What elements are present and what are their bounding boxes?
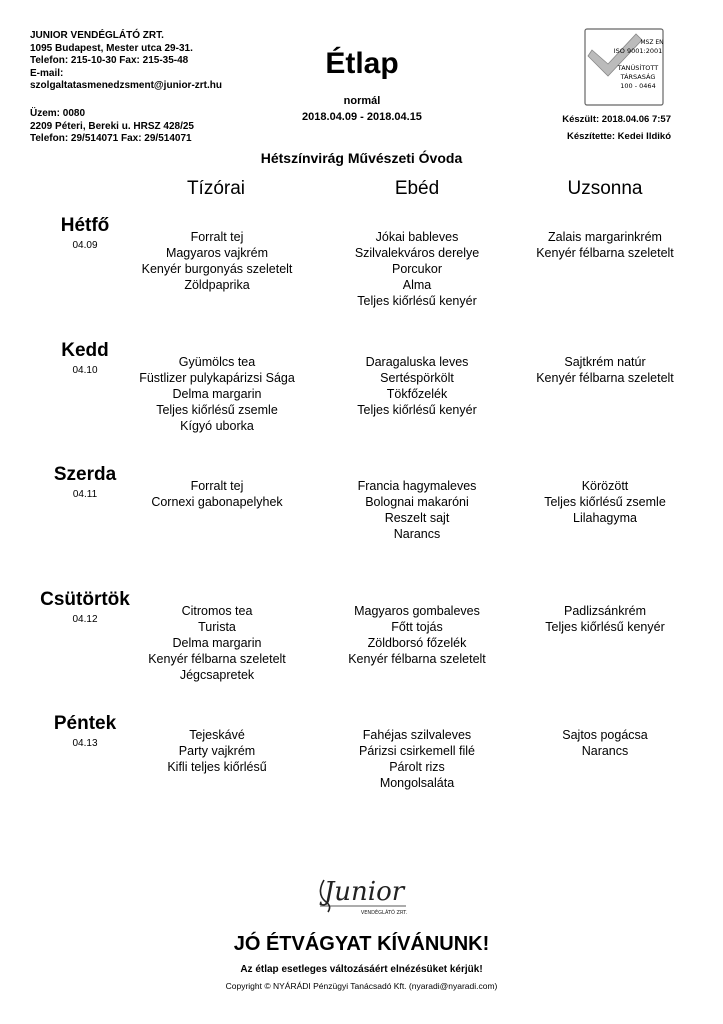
menu-item: Porcukor [391, 262, 443, 276]
company-email: szolgaltatasmenedzsment@junior-zrt.hu [30, 80, 222, 92]
menu-item: Daragaluska leves [365, 355, 469, 369]
menu-item: Magyaros gombaleves [354, 604, 480, 618]
day-date: 04.12 [72, 614, 98, 625]
menu-cell-ebed [307, 229, 527, 309]
day-date: 04.10 [72, 365, 98, 376]
iso-line-2: ISO 9001:2001 [613, 47, 663, 55]
menu-item: Kígyó uborka [180, 419, 254, 433]
menu-item: Kenyér félbarna szeletelt [348, 652, 486, 666]
menu-item: Teljes kiőrlésű zsemle [156, 403, 278, 417]
menu-item: Körözött [581, 479, 629, 493]
menu-item: Padlizsánkrém [564, 604, 646, 618]
menu-cell-uzsonna [495, 727, 715, 759]
logo-text: Junior [323, 877, 405, 907]
company-name: JUNIOR VENDÉGLÁTÓ ZRT. [30, 30, 164, 41]
menu-item: Teljes kiőrlésű zsemle [544, 495, 666, 509]
day-name: Péntek [53, 713, 117, 734]
menu-item: Párizsi csirkemell filé [359, 744, 475, 758]
menu-item: Gyümölcs tea [178, 355, 256, 369]
menu-cell-uzsonna [495, 603, 715, 635]
menu-item: Teljes kiőrlésű kenyér [545, 620, 665, 634]
created-by: Készítette: Kedei Ildikó [567, 131, 671, 142]
menu-item: Zalais margarinkrém [548, 230, 662, 244]
menu-item: Forralt tej [190, 479, 244, 493]
day-name: Szerda [53, 464, 117, 485]
plant-info [30, 108, 194, 146]
menu-item: Füstlizer pulykapárizsi Sága [139, 371, 295, 385]
menu-cell-ebed [307, 478, 527, 542]
menu-cell-uzsonna [495, 478, 715, 526]
menu-item: Citromos tea [181, 604, 253, 618]
menu-item: Zöldborsó főzelék [367, 636, 467, 650]
iso-line-3: TANÚSÍTOTT [617, 64, 659, 72]
menu-item: Forralt tej [190, 230, 244, 244]
menu-item: Narancs [393, 527, 441, 541]
logo-subtitle: VENDÉGLÁTÓ ZRT. [360, 910, 408, 916]
menu-item: Party vajkrém [178, 744, 256, 758]
menu-item: Kenyér félbarna szeletelt [148, 652, 286, 666]
day-name: Csütörtök [40, 589, 130, 610]
menu-item: Kenyér félbarna szeletelt [536, 246, 674, 260]
copyright-text: Copyright © NYÁRÁDI Pénzügyi Tanácsadó Kft. (nyaradi@nyaradi.com) [225, 981, 498, 991]
column-header-ebed: Ebéd [394, 178, 440, 199]
menu-item: Sajtos pogácsa [562, 728, 648, 742]
day-name: Kedd [61, 340, 109, 361]
menu-item: Lilahagyma [573, 511, 637, 525]
menu-period: 2018.04.09 - 2018.04.15 [302, 111, 422, 123]
menu-item: Reszelt sajt [384, 511, 450, 525]
plant-phone: Telefon: 29/514071 Fax: 29/514071 [30, 133, 192, 145]
menu-item: Delma margarin [172, 636, 262, 650]
menu-item: Tökfőzelék [386, 387, 448, 401]
menu-cell-tizorai [107, 727, 327, 775]
menu-item: Alma [402, 278, 432, 292]
menu-item: Sertéspörkölt [380, 371, 454, 385]
menu-item: Narancs [581, 744, 629, 758]
plant-address: 2209 Péteri, Bereki u. HRSZ 428/25 [30, 120, 194, 132]
company-address: 1095 Budapest, Mester utca 29-31. [30, 42, 193, 54]
iso-line-4: TÁRSASÁG [620, 73, 656, 81]
menu-cell-ebed [307, 354, 527, 418]
menu-item: Jókai bableves [375, 230, 459, 244]
iso-line-1: MSZ EN [640, 39, 664, 46]
column-header-uzsonna: Uzsonna [567, 178, 643, 199]
menu-cell-tizorai [107, 478, 327, 510]
menu-item: Cornexi gabonapelyhek [151, 495, 283, 509]
menu-item: Delma margarin [172, 387, 262, 401]
menu-item: Tejeskávé [189, 728, 245, 742]
page-title: Étlap [325, 47, 399, 80]
menu-item: Zöldpaprika [184, 278, 250, 292]
created-timestamp: Készült: 2018.04.06 7:57 [562, 114, 671, 125]
menu-cell-tizorai [107, 603, 327, 683]
menu-cell-tizorai [107, 229, 327, 293]
menu-item: Kenyér burgonyás szeletelt [141, 262, 293, 276]
company-phone: Telefon: 215-10-30 Fax: 215-35-48 [30, 55, 189, 67]
menu-cell-ebed [307, 603, 527, 667]
menu-item: Bolognai makaróni [365, 495, 469, 509]
menu-variant: normál [343, 95, 381, 107]
menu-item: Turista [198, 620, 236, 634]
menu-item: Magyaros vajkrém [165, 246, 269, 260]
menu-cell-uzsonna [495, 229, 715, 261]
institution-name: Hétszínvirág Művészeti Óvoda [260, 150, 463, 166]
menu-item: Francia hagymaleves [357, 479, 477, 493]
day-name: Hétfő [60, 215, 110, 236]
company-info [30, 30, 222, 93]
column-header-tizorai: Tízórai [186, 178, 246, 199]
apology-text: Az étlap esetleges változásáért elnézésüket kérjük! [240, 964, 483, 975]
menu-item: Szilvalekváros derelye [354, 246, 480, 260]
day-date: 04.13 [72, 738, 98, 749]
menu-cell-uzsonna [495, 354, 715, 386]
plant-id: Üzem: 0080 [30, 108, 86, 119]
menu-item: Fahéjas szilvaleves [362, 728, 472, 742]
day-date: 04.11 [72, 489, 98, 500]
day-date: 04.09 [72, 240, 98, 251]
menu-item: Párolt rizs [389, 760, 445, 774]
menu-item: Főtt tojás [391, 620, 443, 634]
menu-item: Mongolsaláta [379, 776, 455, 790]
menu-item: Sajtkrém natúr [564, 355, 646, 369]
iso-certification-seal [584, 28, 664, 106]
menu-item: Kifli teljes kiőrlésű [167, 760, 267, 774]
menu-cell-tizorai [107, 354, 327, 434]
wish-text: JÓ ÉTVÁGYAT KÍVÁNUNK! [233, 933, 490, 955]
menu-item: Teljes kiőrlésű kenyér [357, 403, 477, 417]
iso-line-5: 100 - 0464 [620, 82, 656, 90]
menu-cell-ebed [307, 727, 527, 791]
menu-item: Jégcsapretek [179, 668, 255, 682]
junior-logo [306, 872, 418, 918]
menu-item: Kenyér félbarna szeletelt [536, 371, 674, 385]
menu-item: Teljes kiőrlésű kenyér [357, 294, 477, 308]
company-email-label: E-mail: [30, 67, 64, 79]
